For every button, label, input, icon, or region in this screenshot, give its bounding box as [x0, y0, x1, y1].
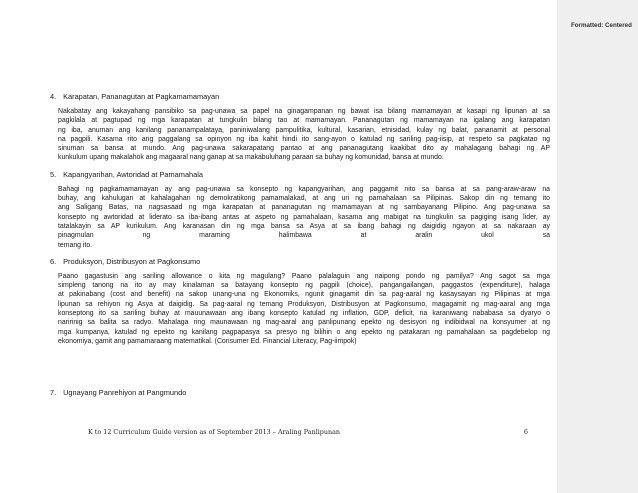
paragraph-line: ekonomiya, gamit ang pamamaraang matematikal. (Consumer Ed. Financial Literacy, Pag-iimpok) [58, 337, 357, 345]
paragraph-line: lipunan sa rehiyon ng Asya at daigidig. Sa pag-aaral ng temang Produksyon, Distribusyon at Pagkonsumo, magagamit ng mag-aaral ang mga [58, 300, 550, 308]
page-number: 6 [523, 428, 528, 436]
paragraph-line: temang ito. [58, 241, 93, 249]
section-number: 4. [50, 92, 57, 101]
body-content [50, 92, 550, 353]
section-title: Produksyon, Distribusyon at Pagkonsumo [63, 256, 201, 266]
comment-sidebar [557, 0, 638, 493]
section-heading [50, 388, 186, 397]
paragraph-line: Paano gagastusin ang sariling allowance o kita ng magulang? Paano palalaguin ang naipong pondo ng pamilya? Ang sagot sa mga [58, 272, 550, 280]
section-paragraph [58, 185, 550, 250]
paragraph-line: simpleng tanong na ito ay may kinalaman sa batayang konsepto ng pagpili (choice), pangangailangan, paggastos (expenditure), halaga [58, 282, 550, 290]
paragraph-line: naririnig sa balita sa radyo. Mahalaga ring maunawaan ng mag-aaral ang panlipunang epekto ng desisyon ng indibidwal na konsyumer at ng [58, 319, 550, 327]
section-heading [50, 257, 550, 266]
page-footer [88, 428, 528, 436]
comment-label: Formatted: Centered [571, 22, 632, 29]
paragraph-line: konseptong ito sa sariling buhay at mauunawaan ang ibang konsepto katulad ng inflation, GDP, deficit, na karaniwang nababasa sa dyaryo o [58, 310, 550, 318]
paragraph-line: na pagpili. Kasama rito ang paggalang sa opinyon ng iba kahit hindi ito sang-ayon o katulad ng sariling pag-iisip, at respeto sa pagkatao ng [58, 135, 550, 143]
paragraph-line: mga kumpanya, katulad ng epekto ng kanilang pagpapasya sa presyo ng bilihin o ang epekto ng patakaran ng pamahalaan sa pagdebelop ng [58, 328, 550, 336]
section-paragraph [58, 272, 550, 346]
paragraph-line: pagkilala at pagtupad ng mga karapatan at tungkulin bilang tao at mamamayan. Pananagutan ng mamamayan na igalang ang karapatan [58, 117, 550, 125]
section-title: Kapangyarihan, Awtoridad at Pamamahala [63, 169, 204, 179]
paragraph-line: buhay, ang kahulugan at kahalagahan ng demokratikong pamamalakad, at ang uri ng pamahalaan sa Pilipinas. Sakop din ng temang ito [58, 195, 550, 203]
paragraph-line: konsepto ng awtoridad at liderato sa iba-ibang antas at aspeto ng pamahalaan, kasama ang mabigat na tungkulin sa pagiging isang lider, ay [58, 213, 550, 221]
paragraph-line: sinuman sa bansa at mundo. Ang pag-unawa sakarapatang pantao at ang pananagutang kaakibat dito ay mahalagang bahagi ng AP [58, 145, 550, 153]
paragraph-line: Nakabatay ang kakayahang pansibiko sa pag-unawa sa papel na ginagampanan ng bawat isa bilang mamamayan at kasapi ng lipunan at sa [58, 108, 550, 115]
paragraph-line: at pakinabang (cost and benefit) na sakop unang-una ng Ekonomiks, ngunit ginagamit din sa pag-aaral ng kasaysayan ng Pilipinas at mga [58, 291, 550, 299]
paragraph-line: Bahagi ng pagkamamamayan ay ang pag-unawa sa konsepto ng kapangyarihan, ang paggamit nito sa bansa at sa pang-araw-araw na [58, 185, 550, 193]
paragraph-line: ang Saligang Batas, na nagsasaad ng mga karapatan at pananagutan ng mamamayan at ng sambayanang Pilipino. Ang pag-unawa sa [58, 204, 550, 212]
section-number: 7. [50, 388, 57, 397]
section-heading [50, 170, 550, 179]
paragraph-line: kunkulum upang makalahok ang magaaral nang ganap at sa makabuluhang paraan sa buhay ng komunidad, bansa at mundo. [58, 154, 444, 162]
section-number: 6. [50, 256, 57, 266]
section-heading [50, 92, 550, 101]
section-title: Ugnayang Panrehiyon at Pangmundo [63, 388, 187, 397]
paragraph-line: ng iba, anuman ang kanilang pananampalataya, paniniwalang pampulitika, kultural, kasarian, etnisidad, kulay ng balat, pananamit at personal [58, 126, 550, 134]
section-paragraph [58, 107, 550, 163]
paragraph-line: pinagmulan ng maraming halimbawa at aralin ukol sa [58, 232, 550, 240]
section-title: Karapatan, Pananagutan at Pagkamamamayan [63, 92, 220, 101]
section-number: 5. [50, 169, 57, 179]
footer-text: K to 12 Curriculum Guide version as of September 2013 – Araling Panlipunan [88, 428, 341, 436]
paragraph-line: tatalakayin sa AP kurikulum. Ang karanasan din ng mga bansa sa Asya at sa ibang bahagi ng daigidig ngayon at sa nakaraan ay [58, 222, 550, 230]
